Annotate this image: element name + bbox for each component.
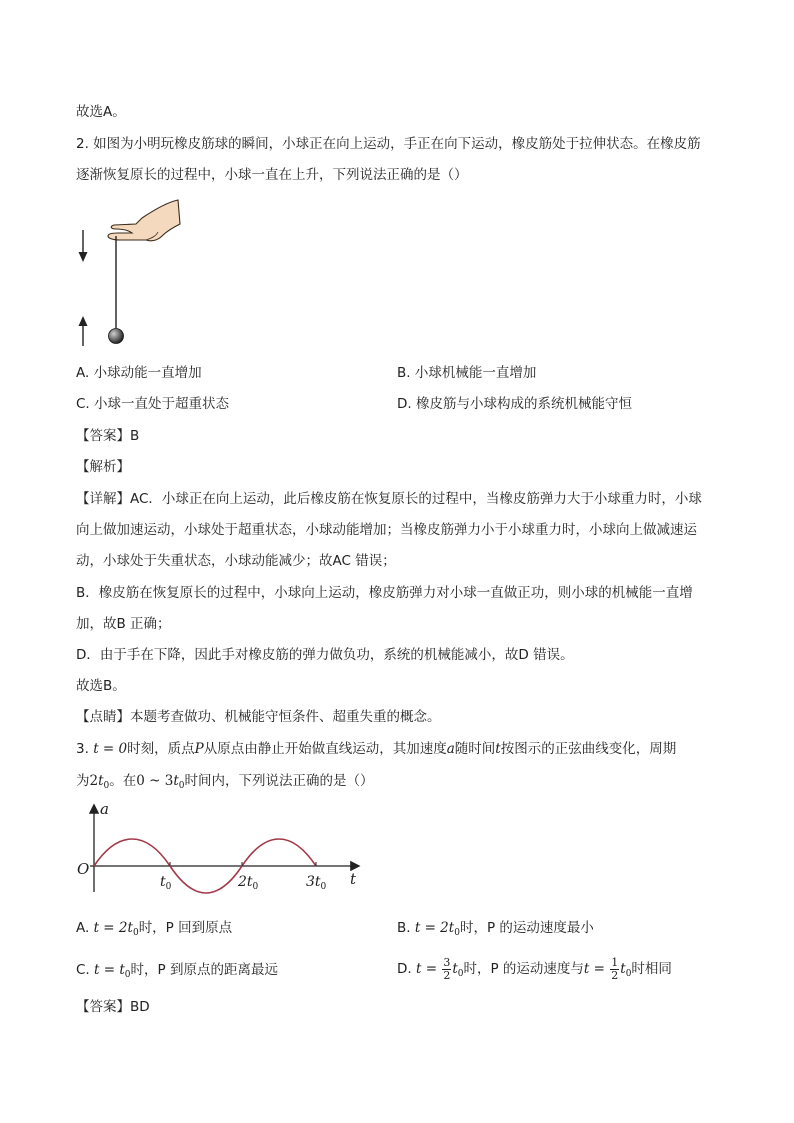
- q2-answer: 【答案】B: [76, 428, 140, 444]
- ball: [109, 329, 124, 344]
- q2-conclusion: 故选B。: [76, 678, 126, 694]
- q3-stem-line1: 3. t = 0时刻，质点P从原点由静止开始做直线运动，其加速度a随时间t按图示的正弦曲线变化，周期: [76, 741, 677, 757]
- q2-detail-line: 加，故B 正确；: [76, 616, 171, 632]
- hand-ball-figure: [72, 196, 192, 356]
- q2-option-d: D. 橡皮筋与小球构成的系统机械能守恒: [397, 396, 632, 412]
- q2-option-b: B. 小球机械能一直增加: [397, 365, 537, 381]
- tick-label-2t0: $2t_0$: [238, 874, 259, 892]
- fraction-three-halves: $\frac{3}{2}$: [443, 955, 451, 982]
- fraction-one-half: $\frac{1}{2}$: [611, 955, 619, 982]
- q2-stem-line2: 逐渐恢复原长的过程中，小球一直在上升，下列说法正确的是（）: [76, 167, 468, 183]
- q2-detail-line: D．由于手在下降，因此手对橡皮筋的弹力做负功，系统的机械能减小，故D 错误。: [76, 647, 574, 663]
- q2-detail-line: 动，小球处于失重状态，小球动能减少；故AC 错误；: [76, 553, 396, 569]
- q2-option-a: A. 小球动能一直增加: [76, 365, 202, 381]
- y-axis-label: a: [100, 800, 109, 818]
- q3-option-c: C. $t = t_0$时，P 到原点的距离最远: [76, 962, 278, 980]
- q3-answer: 【答案】BD: [76, 999, 150, 1015]
- prev-conclusion: 故选A。: [76, 104, 126, 120]
- x-axis-label: t: [350, 870, 357, 888]
- origin-label: O: [77, 860, 90, 878]
- q2-detail-line: B．橡皮筋在恢复原长的过程中，小球向上运动，橡皮筋弹力对小球一直做正功，则小球的机械能一直增: [76, 585, 693, 601]
- q2-comment: 【点睛】本题考查做功、机械能守恒条件、超重失重的概念。: [76, 709, 441, 725]
- tick-label-t0: $t_0$: [160, 874, 172, 892]
- sine-acceleration-graph: [70, 800, 370, 900]
- q2-stem-line1: 2. 如图为小明玩橡皮筋球的瞬间，小球正在向上运动，手正在向下运动，橡皮筋处于拉伸状态。在橡皮筋: [76, 136, 701, 152]
- q3-option-d: D. t = $\frac{3}{2}$ $t_0$时，P 的运动速度与t = $\frac{1}{2}$ $t_0$时相同: [397, 955, 672, 982]
- q3-option-a: A. $t = 2t_0$时，P 回到原点: [76, 920, 233, 938]
- tick-label-3t0: $3t_0$: [306, 874, 327, 892]
- q2-detail-line: 向上做加速运动，小球处于超重状态，小球动能增加；当橡皮筋弹力小于小球重力时，小球向上做减速运: [76, 522, 697, 538]
- hand-shape: [108, 200, 180, 241]
- q2-analysis-label: 【解析】: [76, 459, 130, 475]
- q2-detail-line: 【详解】AC．小球正在向上运动，此后橡皮筋在恢复原长的过程中，当橡皮筋弹力大于小球重力时，小球: [76, 491, 702, 507]
- q2-option-c: C. 小球一直处于超重状态: [76, 396, 230, 412]
- q3-option-b: B. $t = 2t_0$时，P 的运动速度最小: [397, 920, 594, 938]
- q3-stem-line2: 为$2t_0$。在0 ~ $3t_0$时间内，下列说法正确的是（）: [76, 773, 374, 791]
